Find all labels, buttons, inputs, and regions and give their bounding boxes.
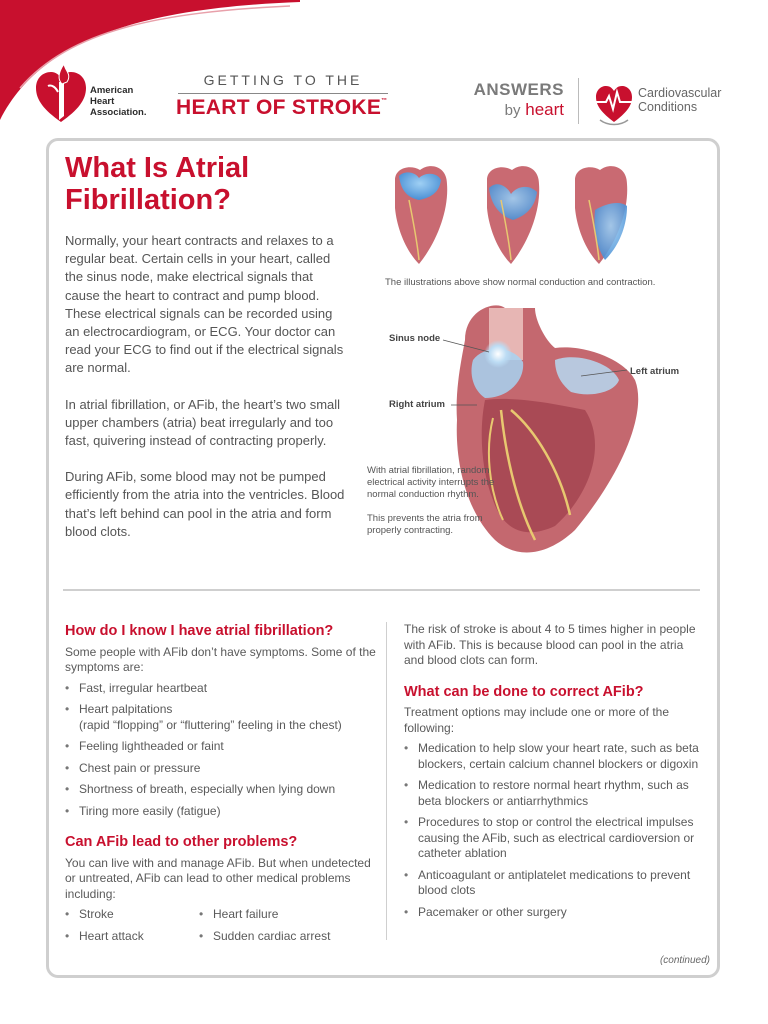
label-right-atrium: Right atrium [389, 399, 445, 410]
problems-list [199, 907, 333, 950]
symptoms-list [65, 681, 377, 820]
afib-caption [367, 465, 517, 549]
program-title-rule [178, 93, 388, 94]
continued-note: (continued) [659, 955, 710, 966]
section-text: You can live with and manage AFib. But when undetected or untreated, AFib can lead to other medical problems including: [65, 855, 371, 901]
page-title: What Is Atrial Fibrillation? [65, 152, 250, 216]
intro-paragraph: In atrial fibrillation, or AFib, the heart’s two small upper chambers (atria) beat irregularly and too fast, quivering instead of contracting properly. [65, 396, 341, 449]
aha-torch-heart-logo [34, 62, 89, 124]
list-item: • Tiring more easily (fatigue) [65, 804, 377, 820]
list-item: • Feeling lightheaded or faint [65, 739, 377, 755]
list-item: • Fast, irregular heartbeat [65, 681, 377, 697]
header-divider [578, 78, 579, 124]
intro-paragraph: During AFib, some blood may not be pumped efficiently from the atria into the ventricles. Blood that’s left behind can pool in the atria and form blood clots. [65, 469, 345, 539]
trademark-mark: ™ [381, 98, 388, 104]
answers-label: ANSWERS [473, 80, 564, 99]
category-line: Cardiovascular [638, 86, 722, 100]
right-column [404, 622, 704, 926]
label-left-atrium: Left atrium [630, 366, 680, 377]
list-item [65, 702, 377, 733]
illustration-caption: The illustrations above show normal conduction and contraction. [385, 277, 656, 288]
section-text: Treatment options may include one or more of the following: [404, 705, 670, 735]
afib-caption-2: This prevents the atria from properly contracting. [367, 513, 483, 536]
intro-paragraph: Normally, your heart contracts and relaxes to a regular beat. Certain cells in your heart, called the sinus node, make electrical signals that cause the heart to contract and pump blood. These electrical signals can be recorded using an electrocardiogram, or ECG. Your doctor can read your ECG to find out if the electrical signals are normal. [65, 233, 344, 376]
aha-wordmark [90, 85, 147, 118]
list-item: • Shortness of breath, especially when lying down [65, 782, 377, 798]
section-heading: What can be done to correct AFib? [404, 683, 644, 700]
normal-conduction-illustrations [385, 160, 660, 272]
heart-illustration-3 [575, 166, 627, 264]
list-item: • Medication to restore normal heart rhythm, such as beta blockers or antiarrhythmics [404, 778, 704, 809]
org-name-line: Heart [90, 96, 115, 107]
heart-illustration-1 [395, 166, 447, 264]
heart-illustration-2 [487, 166, 539, 264]
program-title-text: HEART OF STROKE [176, 96, 382, 119]
list-item: • Sudden cardiac arrest [199, 929, 333, 945]
list-item: • Anticoagulant or antiplatelet medications to prevent blood clots [404, 868, 704, 899]
left-column [65, 624, 377, 950]
program-title-top: GETTING TO THE [203, 72, 363, 88]
list-item: • Stroke [65, 907, 199, 923]
risk-text: The risk of stroke is about 4 to 5 times higher in people with AFib. This is because blood can pool in the atria and blood clots can form. [404, 622, 696, 667]
list-item: • Chest pain or pressure [65, 761, 377, 777]
answers-by-heart-logo [466, 80, 564, 121]
org-name-line: Association. [90, 107, 147, 118]
intro-text [65, 232, 350, 559]
list-item: • Medication to help slow your heart rate, such as beta blockers, certain calcium channel blockers or digoxin [404, 741, 704, 772]
list-item: • Procedures to stop or control the electrical impulses causing the AFib, such as electrical cardioversion or catheter ablation [404, 815, 704, 862]
treatments-list [404, 741, 704, 920]
problems-lists [65, 907, 377, 950]
answers-heart-label: heart [525, 100, 564, 119]
program-title-main [176, 96, 387, 120]
problems-list [65, 907, 199, 950]
answers-by-label: by [504, 102, 521, 119]
section-heading: Can AFib lead to other problems? [65, 834, 298, 850]
category-label [638, 86, 721, 114]
heart-pulse-icon [594, 82, 634, 126]
section-divider [63, 589, 700, 591]
section-heading: How do I know I have atrial fibrillation? [65, 623, 334, 639]
list-item: • Pacemaker or other surgery [404, 905, 704, 921]
afib-caption-1: With atrial fibrillation, random electrical activity interrupts the normal conduction rhythm. [367, 465, 495, 500]
list-item-text: Heart palpitations [79, 702, 173, 716]
label-sinus-node: Sinus node [389, 333, 441, 344]
list-item: • Heart attack [65, 929, 199, 945]
org-name-line: American [90, 85, 134, 96]
list-item-detail: (rapid “flopping” or “fluttering” feeling in the chest) [79, 717, 342, 732]
list-item: • Heart failure [199, 907, 333, 923]
section-text: Some people with AFib don’t have symptoms. Some of the symptoms are: [65, 644, 376, 674]
category-line: Conditions [638, 100, 698, 114]
column-divider [386, 622, 387, 940]
